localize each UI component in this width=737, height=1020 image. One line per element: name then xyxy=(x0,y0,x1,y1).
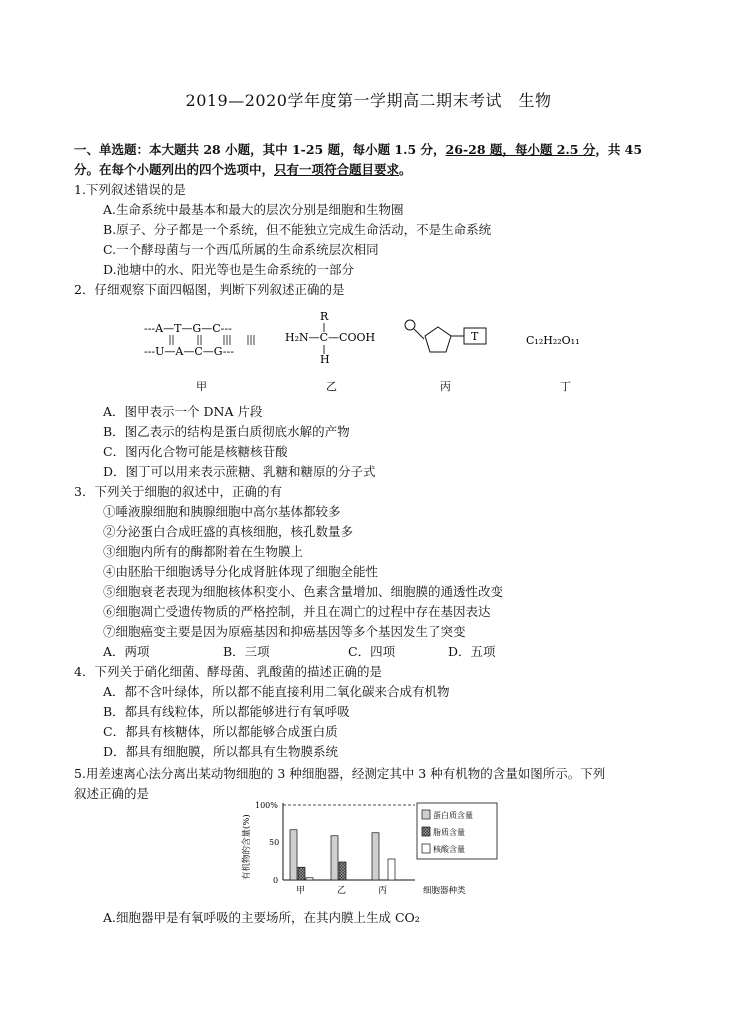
section-header-line2 xyxy=(74,160,412,180)
fig-label-bing: 丙 xyxy=(440,380,451,393)
q1-option-a: A.生命系统中最基本和最大的层次分别是细胞和生物圈 xyxy=(103,202,404,217)
x-tick-label-2: 丙 xyxy=(378,886,388,896)
q3-item-3: ③细胞内所有的酶都附着在生物膜上 xyxy=(103,544,304,559)
q3-stem: 3．下列关于细胞的叙述中，正确的有 xyxy=(74,484,282,499)
q3-item-2: ②分泌蛋白合成旺盛的真核细胞，核孔数量多 xyxy=(103,524,354,539)
q3-item-4: ④由胚胎干细胞诱导分化成肾脏体现了细胞全能性 xyxy=(103,564,379,579)
q1-stem: 1.下列叙述错误的是 xyxy=(74,182,186,197)
fig-yi-r: R xyxy=(320,310,329,323)
q1-option-c: C.一个酵母菌与一个西瓜所属的生命系统层次相同 xyxy=(103,242,379,257)
q3-option-b: B．三项 xyxy=(223,644,270,659)
q3-option-c: C．四项 xyxy=(348,644,396,659)
fig-jia-top-strand: ---A—T—G—C--- xyxy=(144,322,232,335)
q3-item-1: ①唾液腺细胞和胰腺细胞中高尔基体都较多 xyxy=(103,504,341,519)
q3-item-7: ⑦细胞癌变主要是因为原癌基因和抑癌基因等多个基因发生了突变 xyxy=(103,624,466,639)
legend-swatch-lipid xyxy=(422,827,430,836)
q5-stem-line2: 叙述正确的是 xyxy=(74,786,150,801)
q1-option-d: D.池塘中的水、阳光等也是生命系统的一部分 xyxy=(103,262,355,277)
x-tick-label-1: 乙 xyxy=(337,886,347,896)
q3-option-a: A．两项 xyxy=(103,644,150,659)
fig-label-yi: 乙 xyxy=(326,380,337,393)
q4-option-a: A．都不含叶绿体，所以都不能直接利用二氧化碳来合成有机物 xyxy=(103,684,450,699)
x-tick-label-0: 甲 xyxy=(296,886,306,896)
legend-label-lipid: 脂质含量 xyxy=(433,828,465,837)
q3-item-6: ⑥细胞凋亡受遗传物质的严格控制，并且在凋亡的过程中存在基因表达 xyxy=(103,604,491,619)
q3-options-row xyxy=(103,642,496,662)
q2-figure xyxy=(140,308,600,400)
fig-yi-main: H₂N—C—COOH xyxy=(285,331,376,344)
legend-swatch-nucleic xyxy=(422,844,430,853)
q4-option-b: B．都具有线粒体，所以都能够进行有氧呼吸 xyxy=(103,704,350,719)
chart-ytick-100: 100% xyxy=(255,801,278,810)
q2-option-a: A．图甲表示一个 DNA 片段 xyxy=(103,404,263,419)
section-text-f: 。 xyxy=(399,162,412,177)
q1-option-b: B.原子、分子都是一个系统，但不能独立完成生命活动，不是生命系统 xyxy=(103,222,492,237)
q2-option-d: D．图丁可以用来表示蔗糖、乳糖和糖原的分子式 xyxy=(103,464,376,479)
bar-nucleic-2 xyxy=(388,859,395,880)
legend-swatch-protein xyxy=(422,810,430,819)
fig-label-ding: 丁 xyxy=(560,380,571,393)
bar-lipid-0 xyxy=(298,867,305,880)
q3-item-5: ⑤细胞衰老表现为细胞核体积变小、色素含量增加、细胞膜的通透性改变 xyxy=(103,584,504,599)
section-text-b: 26-28 题，每小题 2.5 分 xyxy=(445,142,596,157)
q5-stem-line1: 5.用差速离心法分离出某动物细胞的 3 种细胞器，经测定其中 3 种有机物的含量如图所示。下列 xyxy=(74,766,606,781)
bar-lipid-1 xyxy=(339,862,346,880)
chart-ytick-0: 0 xyxy=(273,876,279,885)
section-text-a: 一、单选题：本大题共 28 小题，其中 1-25 题，每小题 1.5 分， xyxy=(74,142,446,157)
chart-ylabel: 有机物的含量(%) xyxy=(242,814,252,880)
fig-jia-bottom-strand: ---U—A—C—G--- xyxy=(144,345,234,358)
section-text-e: 只有一项符合题目要求 xyxy=(274,162,400,177)
fig-bing-t: T xyxy=(471,330,479,343)
q4-stem: 4．下列关于硝化细菌、酵母菌、乳酸菌的描述正确的是 xyxy=(74,664,382,679)
chart-legend xyxy=(417,803,497,859)
fig-yi-h: H xyxy=(320,353,330,366)
section-text-c: ，共 45 xyxy=(595,142,643,157)
fig-jia-bonds xyxy=(170,335,254,345)
q2-stem: 2．仔细观察下面四幅图，判断下列叙述正确的是 xyxy=(74,282,345,297)
fig-label-jia: 甲 xyxy=(196,380,207,393)
q5-option-a: A.细胞器甲是有氧呼吸的主要场所，在其内膜上生成 CO₂ xyxy=(103,910,420,925)
exam-title: 2019—2020学年度第一学期高二期末考试 生物 xyxy=(185,91,552,110)
legend-label-nucleic: 核酸含量 xyxy=(433,845,465,854)
q2-option-c: C．图丙化合物可能是核糖核苷酸 xyxy=(103,444,288,459)
bar-protein-0 xyxy=(290,830,297,880)
chart-ytick-50: 50 xyxy=(269,838,280,847)
q2-option-b: B．图乙表示的结构是蛋白质彻底水解的产物 xyxy=(103,424,350,439)
q4-option-d: D．都具有细胞膜，所以都具有生物膜系统 xyxy=(103,744,339,759)
fig-ding-formula: C₁₂H₂₂O₁₁ xyxy=(526,334,580,347)
q4-option-c: C．都具有核糖体，所以都能够合成蛋白质 xyxy=(103,724,338,739)
bar-nucleic-0 xyxy=(306,878,313,880)
section-text-d: 分。在每个小题列出的四个选项中， xyxy=(74,162,275,177)
bar-protein-2 xyxy=(372,833,379,880)
organelle-chart xyxy=(235,795,525,900)
legend-label-protein: 蛋白质含量 xyxy=(433,811,473,820)
q3-option-d: D．五项 xyxy=(448,644,496,659)
chart-xlabel: 细胞器种类 xyxy=(423,886,466,896)
section-header-line1 xyxy=(74,140,642,160)
bar-protein-1 xyxy=(331,836,338,880)
